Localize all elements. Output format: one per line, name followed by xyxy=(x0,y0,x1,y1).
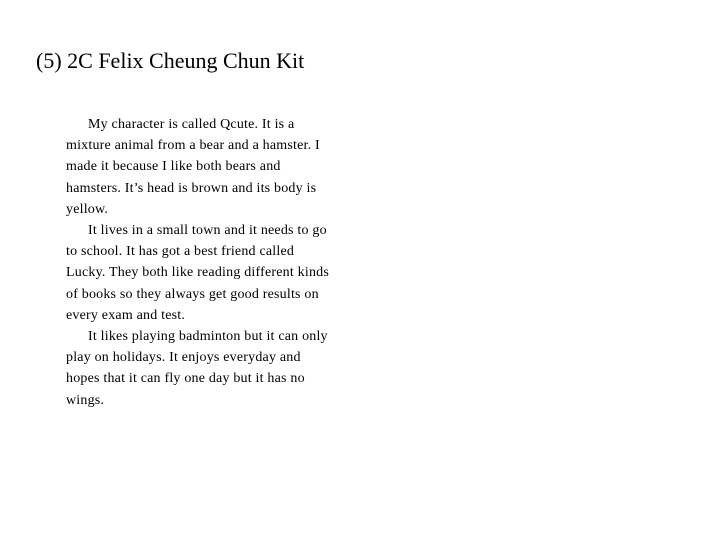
paragraph-hobbies: It likes playing badminton but it can only play on holidays. It enjoys everyday and hopes that it can fly one day but it has no wings. xyxy=(66,329,328,408)
slide-title: (5) 2C Felix Cheung Chun Kit xyxy=(36,48,305,73)
paragraph-character: My character is called Qcute. It is a mixture animal from a bear and a hamster. I made it because I like both bears and hamsters. It’s head is brown and its body is yellow. xyxy=(66,117,320,217)
paragraph-home-school: It lives in a small town and it needs to go to school. It has got a best friend called Lucky. They both like reading different kinds of books so they always get good results on every exam and test. xyxy=(66,223,330,323)
story-text xyxy=(66,114,336,411)
